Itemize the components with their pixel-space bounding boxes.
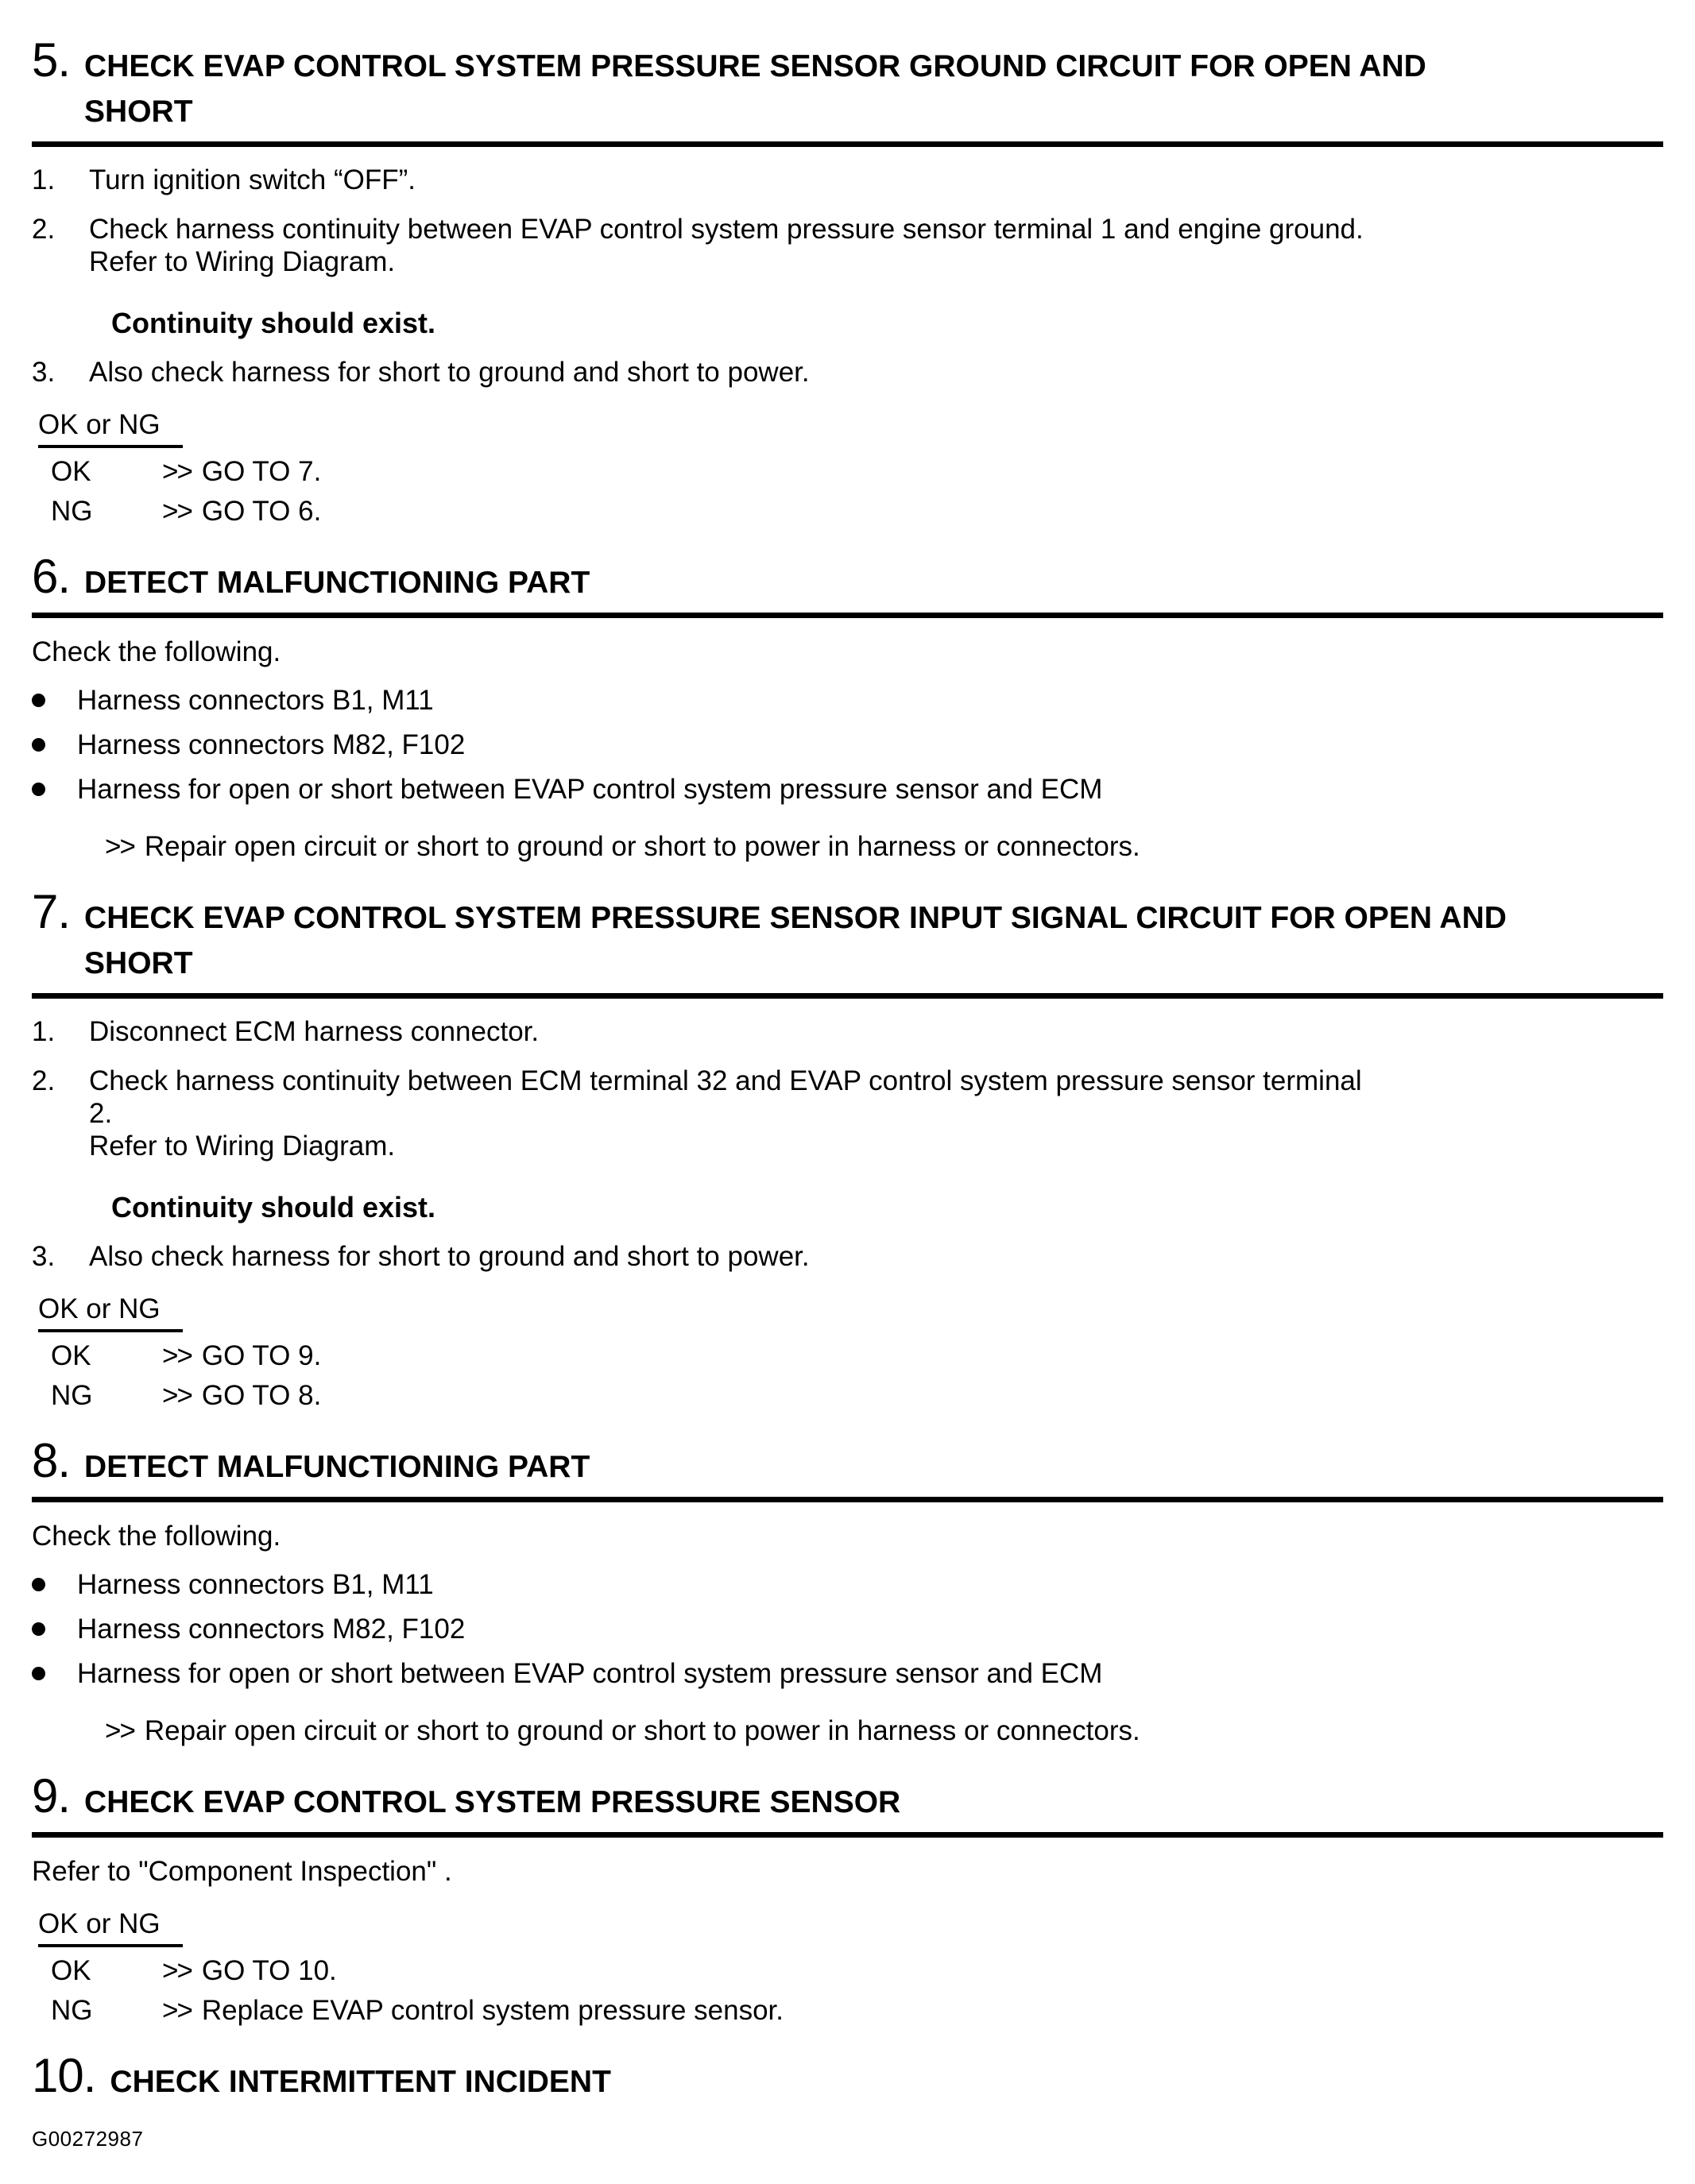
result-line (51, 1994, 1663, 2027)
bullet-list (32, 1568, 1663, 1690)
section-title-line: SHORT (84, 946, 193, 980)
section-title-line: CHECK INTERMITTENT INCIDENT (110, 2065, 611, 2099)
double-chevron-icon: >> (105, 831, 134, 862)
step-text-line: Refer to Wiring Diagram. (89, 246, 396, 277)
result-label: NG (51, 1995, 93, 2026)
bullet-text: Harness connectors B1, M11 (77, 1569, 434, 1600)
procedure-section (32, 550, 1663, 863)
bullet-text: Harness connectors B1, M11 (77, 685, 434, 716)
bullet-list-item (32, 1568, 1663, 1601)
result-line (51, 455, 1663, 488)
procedure-section (32, 885, 1663, 1412)
result-line (51, 495, 1663, 528)
step-text-line: Check harness continuity between EVAP control system pressure sensor terminal 1 and engine ground. (89, 214, 1364, 245)
bullet-list-item (32, 729, 1663, 761)
step-text-line: Disconnect ECM harness connector. (89, 1016, 540, 1047)
bullet-list-item (32, 1613, 1663, 1645)
section-number: 6. (32, 550, 71, 603)
section-divider (32, 993, 1663, 999)
result-label: OK (51, 456, 91, 487)
result-instruction: GO TO 10. (201, 1955, 337, 1986)
section-title-line: CHECK EVAP CONTROL SYSTEM PRESSURE SENSOR GROUND CIRCUIT FOR OPEN AND (84, 49, 1426, 83)
step-text-line: Also check harness for short to ground and short to power. (89, 357, 810, 388)
section-title-line: SHORT (84, 95, 193, 129)
step-number: 1. (32, 1016, 56, 1047)
procedure-section (32, 2049, 1663, 2105)
numbered-step (32, 1240, 1663, 1273)
bullet-list-item (32, 1657, 1663, 1690)
numbered-step (32, 356, 1663, 388)
step-number: 2. (32, 1065, 56, 1096)
step-text (89, 1015, 1663, 1048)
section-number: 5. (32, 33, 71, 87)
result-instruction: GO TO 6. (201, 496, 322, 527)
section-heading (32, 2049, 1663, 2105)
section-title (84, 560, 590, 605)
procedure-section (32, 33, 1663, 528)
bullet-icon (32, 1622, 45, 1636)
okng-label: OK or NG (38, 1908, 183, 1947)
section-title (110, 2059, 610, 2105)
section-title (84, 44, 1426, 134)
step-text (89, 1240, 1663, 1273)
step-text (89, 356, 1663, 388)
section-title-line: DETECT MALFUNCTIONING PART (84, 1450, 590, 1484)
result-line (51, 1954, 1663, 1987)
action-line (105, 1714, 1663, 1747)
bullet-icon (32, 1578, 45, 1591)
result-label: OK (51, 1955, 91, 1986)
bullet-text: Harness for open or short between EVAP control system pressure sensor and ECM (77, 1658, 1103, 1689)
step-text-line: Check harness continuity between ECM terminal 32 and EVAP control system pressure sensor terminal (89, 1065, 1362, 1096)
result-label: NG (51, 1380, 93, 1411)
paragraph: Check the following. (32, 1521, 281, 1552)
okng-label: OK or NG (38, 408, 183, 448)
section-title-line: DETECT MALFUNCTIONING PART (84, 566, 590, 600)
section-number: 9. (32, 1769, 71, 1823)
result-line (51, 1339, 1663, 1372)
bullet-list-item (32, 773, 1663, 806)
step-text-line: 2. (89, 1098, 113, 1129)
section-heading (32, 33, 1663, 134)
action-instruction: Repair open circuit or short to ground or short to power in harness or connectors. (144, 831, 1140, 862)
numbered-step (32, 164, 1663, 196)
bullet-list (32, 684, 1663, 806)
section-heading (32, 1769, 1663, 1825)
section-divider (32, 1497, 1663, 1502)
bullet-text: Harness for open or short between EVAP control system pressure sensor and ECM (77, 774, 1103, 805)
bullet-list-item (32, 684, 1663, 717)
step-number: 3. (32, 357, 56, 388)
double-chevron-icon: >> (162, 496, 192, 527)
okng-label-row (38, 408, 1663, 448)
section-title (84, 1780, 900, 1825)
step-text (89, 213, 1663, 278)
double-chevron-icon: >> (162, 456, 192, 487)
figure-id-label: G00272987 (32, 2127, 144, 2151)
result-label: OK (51, 1340, 91, 1371)
double-chevron-icon: >> (162, 1955, 192, 1986)
step-text-line: Refer to Wiring Diagram. (89, 1131, 396, 1162)
double-chevron-icon: >> (162, 1380, 192, 1411)
okng-label-row (38, 1293, 1663, 1332)
okng-label: OK or NG (38, 1293, 183, 1332)
bullet-icon (32, 1667, 45, 1680)
section-title-line: CHECK EVAP CONTROL SYSTEM PRESSURE SENSOR (84, 1785, 901, 1819)
step-number: 1. (32, 164, 56, 195)
section-title-line: CHECK EVAP CONTROL SYSTEM PRESSURE SENSOR INPUT SIGNAL CIRCUIT FOR OPEN AND (84, 901, 1507, 935)
okng-label-row (38, 1908, 1663, 1947)
section-title (84, 1444, 590, 1490)
condition-note: Continuity should exist. (111, 307, 436, 339)
section-number: 7. (32, 885, 71, 938)
step-number: 3. (32, 1241, 56, 1272)
double-chevron-icon: >> (105, 1715, 134, 1746)
step-number: 2. (32, 214, 56, 245)
section-number: 8. (32, 1434, 71, 1487)
result-line (51, 1379, 1663, 1412)
result-instruction: GO TO 9. (201, 1340, 322, 1371)
step-text (89, 1065, 1663, 1162)
result-label: NG (51, 496, 93, 527)
bullet-text: Harness connectors M82, F102 (77, 1614, 466, 1645)
numbered-step (32, 213, 1663, 278)
procedure-section (32, 1434, 1663, 1747)
bullet-icon (32, 694, 45, 707)
result-instruction: Replace EVAP control system pressure sensor. (201, 1995, 784, 2026)
sections-container (32, 33, 1663, 2105)
step-text-line: Turn ignition switch “OFF”. (89, 164, 416, 195)
numbered-step (32, 1015, 1663, 1048)
result-instruction: GO TO 7. (201, 456, 322, 487)
paragraph: Refer to "Component Inspection" . (32, 1856, 452, 1887)
procedure-section (32, 1769, 1663, 2027)
bullet-text: Harness connectors M82, F102 (77, 729, 466, 760)
section-heading (32, 1434, 1663, 1490)
double-chevron-icon: >> (162, 1995, 192, 2026)
paragraph: Check the following. (32, 636, 281, 667)
section-title (84, 895, 1507, 986)
bullet-icon (32, 783, 45, 796)
section-divider (32, 1832, 1663, 1838)
section-number: 10. (32, 2049, 96, 2102)
step-text-line: Also check harness for short to ground and short to power. (89, 1241, 810, 1272)
condition-note: Continuity should exist. (111, 1191, 436, 1223)
numbered-step (32, 1065, 1663, 1162)
section-heading (32, 550, 1663, 605)
section-divider (32, 613, 1663, 618)
section-heading (32, 885, 1663, 986)
action-line (105, 830, 1663, 863)
section-divider (32, 141, 1663, 147)
double-chevron-icon: >> (162, 1340, 192, 1371)
action-instruction: Repair open circuit or short to ground or short to power in harness or connectors. (144, 1715, 1140, 1746)
bullet-icon (32, 738, 45, 752)
step-text (89, 164, 1663, 196)
result-instruction: GO TO 8. (201, 1380, 322, 1411)
